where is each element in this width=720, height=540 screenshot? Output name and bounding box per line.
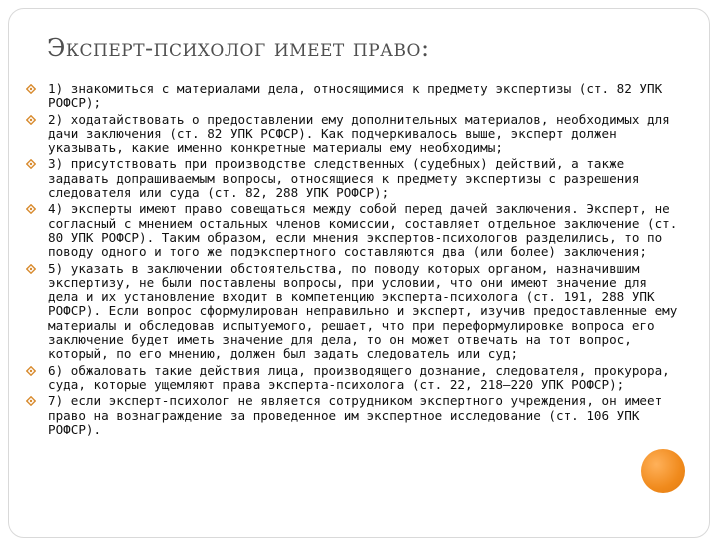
diamond-bullet-icon [26,264,36,274]
diamond-bullet-icon [26,366,36,376]
list-item-text: 6) обжаловать такие действия лица, производящего дознание, следователя, прокурора, суда, которые ущемляют права эксперта-психолога (ст. 22, 218—220 УПК РОФСР); [48,362,670,392]
list-item [22,202,682,259]
rights-list [22,82,682,439]
diamond-bullet-icon [26,396,36,406]
slide-title: Эксперт-психолог имеет право: [47,34,430,62]
list-item-text: 1) знакомиться с материалами дела, относящимися к предмету экспертизы (ст. 82 УПК РОФСР); [48,81,663,111]
list-item [22,82,682,111]
list-item-text: 7) если эксперт-психолог не является сотрудником экспертного учреждения, он имеет право на вознаграждение за проведенное им экспертное исследование (ст. 106 УПК РОФСР). [48,393,663,437]
list-item-text: 3) присутствовать при производстве следственных (судебных) действий, а также задавать допрашиваемым вопросы, относящиеся к предмету экспертизы с разрешения следователя или суда (ст. 82, 288 УПК РОФСР); [48,156,640,201]
list-item [22,113,682,156]
list-item [22,157,682,200]
list-item-text: 2) ходатайствовать о предоставлении ему дополнительных материалов, необходимых для дачи заключения (ст. 82 УПК РСФСР). Как подчеркивалось выше, эксперт должен указывать, какие именно конкретные материалы ему необходимы; [48,111,670,156]
diamond-bullet-icon [26,115,36,125]
diamond-bullet-icon [26,159,36,169]
diamond-bullet-icon [26,204,36,214]
diamond-bullet-icon [26,84,36,94]
list-item-text: 5) указать в заключении обстоятельства, по поводу которых органом, назначившим экспертизу, не были поставлены вопросы, при условии, что они имеют значение для дела и их установление входит в компетенцию эксперта-психолога (ст. 191, 288 УПК РОФСР). Если вопрос сформулирован неправильно и эксперт, изучив предоставленные ему материалы и обследовав испытуемого, решает, что при переформулировке вопроса его заключение будет иметь значение для дела, то он может отвечать на тот вопрос, который, по его мнению, должен был задать следователь или суд; [48,260,678,362]
decorative-orange-circle [641,449,685,493]
list-item [22,394,682,437]
list-item [22,364,682,393]
list-item [22,262,682,362]
list-item-text: 4) эксперты имеют право совещаться между собой перед дачей заключения. Эксперт, не согласный с мнением остальных членов комиссии, составляет отдельное заключение (ст. 80 УПК РОФСР). Таким образом, если мнения экспертов-психологов разделились, то по поводу одного и того же подэкспертного составляются два (или более) заключения; [48,201,678,260]
